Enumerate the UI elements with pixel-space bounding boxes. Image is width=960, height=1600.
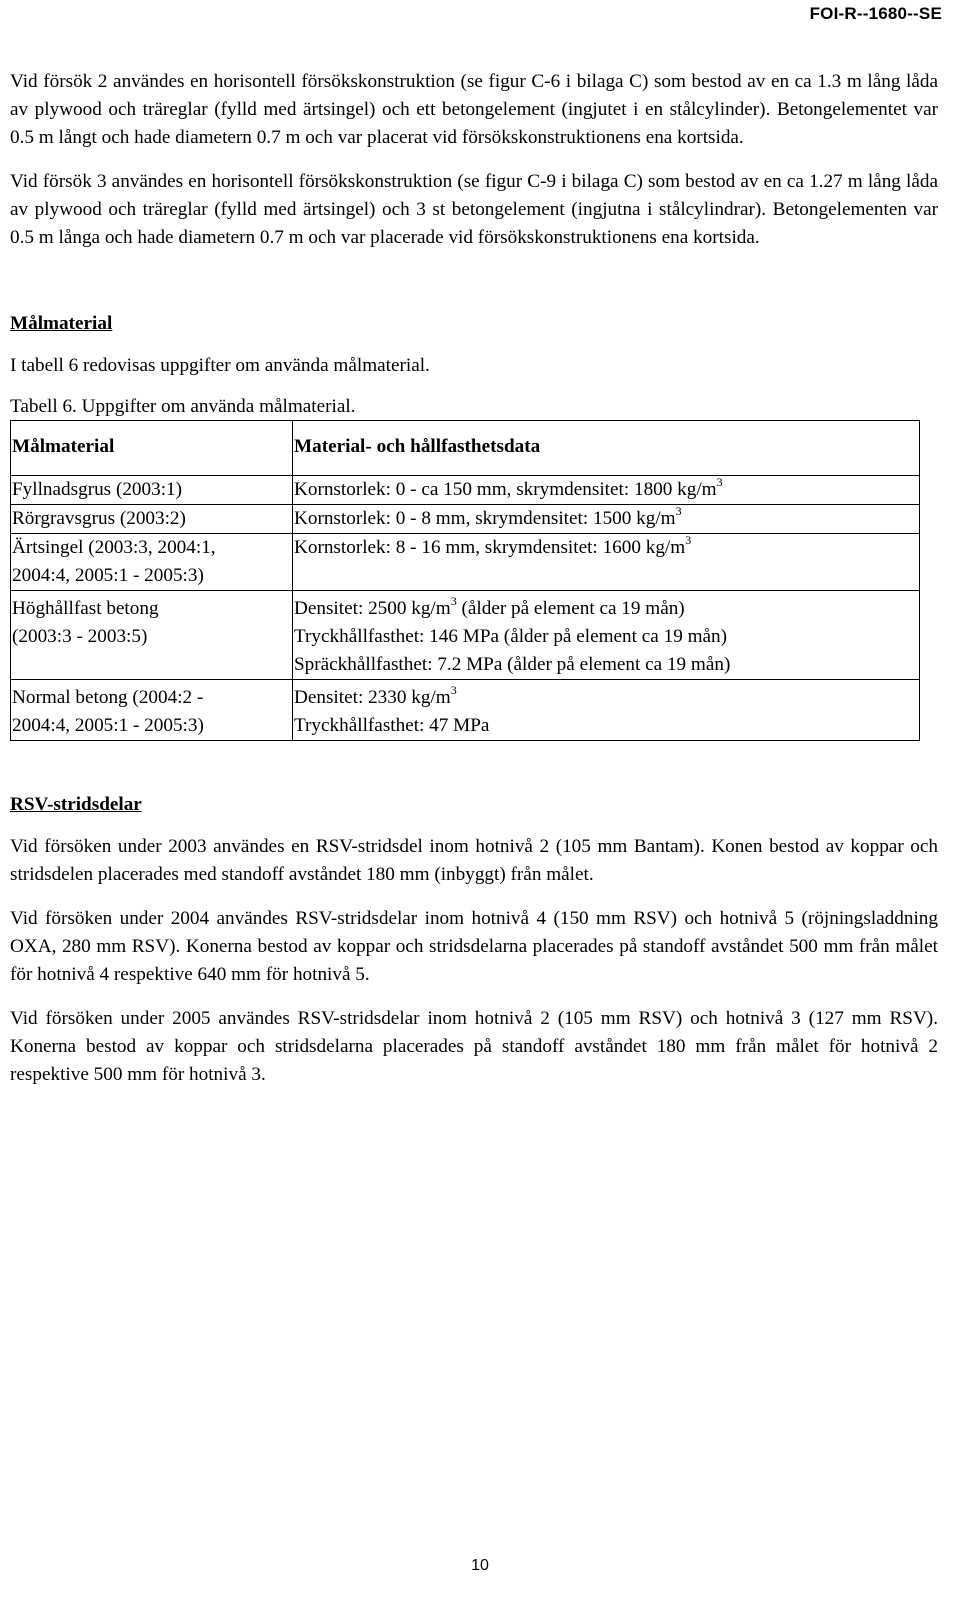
material-name: Normal betong (2004:2 - (12, 687, 204, 708)
report-id: FOI-R--1680--SE (809, 4, 942, 23)
rsv-paragraph-1: Vid försöken under 2003 användes en RSV-stridsdel inom hotnivå 2 (105 mm Bantam). Konen bestod av koppar och stridsdelen placerades med standoff avståndet 180 mm (inbyggt) från målet. (10, 836, 938, 885)
column-header-material: Målmaterial (11, 421, 293, 476)
materials-table (10, 420, 920, 741)
column-header-data: Material- och hållfasthetsdata (293, 421, 920, 476)
table-caption: Tabell 6. Uppgifter om använda målmaterial. (10, 396, 356, 417)
rsv-paragraph-2: Vid försöken under 2004 användes RSV-stridsdelar inom hotnivå 4 (150 mm RSV) och hotnivå 5 (röjningsladdning OXA, 280 mm RSV). Konerna bestod av koppar och stridsdelarna placerades på standoff avståndet 500 mm från målet för hotnivå 4 respektive 640 mm för hotnivå 5. (10, 908, 938, 985)
superscript: 3 (685, 532, 692, 547)
material-name-continued: (2003:3 - 2003:5) (12, 626, 148, 647)
data-line-suffix: (ålder på element ca 19 mån) (456, 598, 685, 619)
data-line: Densitet: 2500 kg/m (294, 598, 451, 619)
table-intro-text: I tabell 6 redovisas uppgifter om använda målmaterial. (10, 355, 430, 376)
data-line: Kornstorlek: 0 - 8 mm, skrymdensitet: 1500 kg/m (294, 508, 676, 529)
material-cell (11, 476, 293, 505)
material-name: Ärtsingel (2003:3, 2004:1, (12, 537, 216, 558)
material-name: Fyllnadsgrus (2003:1) (12, 479, 183, 500)
intro-paragraph-2: Vid försök 3 användes en horisontell försökskonstruktion (se figur C-9 i bilaga C) som bestod av en ca 1.27 m lång låda av plywood och träreglar (fylld med ärtsingel) och 3 st betongelement (ingjutna i stålcylindrar). Betongelementen var 0.5 m långa och hade diametern 0.7 m och var placerade vid försökskonstruktionens ena kortsida. (10, 171, 938, 248)
data-line: Tryckhållfasthet: 47 MPa (294, 715, 490, 736)
table-row (11, 680, 920, 741)
page-number: 10 (471, 1557, 489, 1574)
section-heading-malmaterial: Målmaterial (10, 313, 113, 334)
superscript: 3 (450, 682, 457, 697)
data-cell (293, 476, 920, 505)
data-cell (293, 591, 920, 680)
data-line: Densitet: 2330 kg/m (294, 687, 451, 708)
material-name-continued: 2004:4, 2005:1 - 2005:3) (12, 565, 204, 586)
rsv-paragraph-3: Vid försöken under 2005 användes RSV-stridsdelar inom hotnivå 2 (105 mm RSV) och hotnivå 3 (127 mm RSV). Konerna bestod av koppar och stridsdelarna placerades på standoff avståndet 180 mm från målet för hotnivå 2 respektive 500 mm för hotnivå 3. (10, 1008, 938, 1085)
page-body (10, 68, 938, 1089)
table-row (11, 476, 920, 505)
material-name-continued: 2004:4, 2005:1 - 2005:3) (12, 715, 204, 736)
data-cell (293, 534, 920, 591)
table-row (11, 534, 920, 591)
table-row (11, 505, 920, 534)
data-line: Tryckhållfasthet: 146 MPa (ålder på element ca 19 mån) (294, 626, 728, 647)
data-line: Kornstorlek: 0 - ca 150 mm, skrymdensitet: 1800 kg/m (294, 479, 717, 500)
superscript: 3 (675, 503, 682, 518)
material-cell (11, 505, 293, 534)
table-row (11, 591, 920, 680)
material-cell (11, 680, 293, 741)
data-line: Spräckhållfasthet: 7.2 MPa (ålder på element ca 19 mån) (294, 654, 731, 675)
section-heading-rsv: RSV-stridsdelar (10, 794, 142, 815)
material-name: Höghållfast betong (12, 598, 159, 619)
superscript: 3 (450, 593, 457, 608)
superscript: 3 (716, 474, 723, 489)
material-cell (11, 591, 293, 680)
data-cell (293, 680, 920, 741)
intro-paragraph-1: Vid försök 2 användes en horisontell försökskonstruktion (se figur C-6 i bilaga C) som bestod av en ca 1.3 m lång låda av plywood och träreglar (fylld med ärtsingel) och ett betongelement (ingjutet i en stålcylinder). Betongelementet var 0.5 m långt och hade diametern 0.7 m och var placerat vid försökskonstruktionens ena kortsida. (10, 71, 938, 148)
material-cell (11, 534, 293, 591)
material-name: Rörgravsgrus (2003:2) (12, 508, 186, 529)
table-header-row (11, 421, 920, 476)
data-line: Kornstorlek: 8 - 16 mm, skrymdensitet: 1600 kg/m (294, 537, 686, 558)
data-cell (293, 505, 920, 534)
